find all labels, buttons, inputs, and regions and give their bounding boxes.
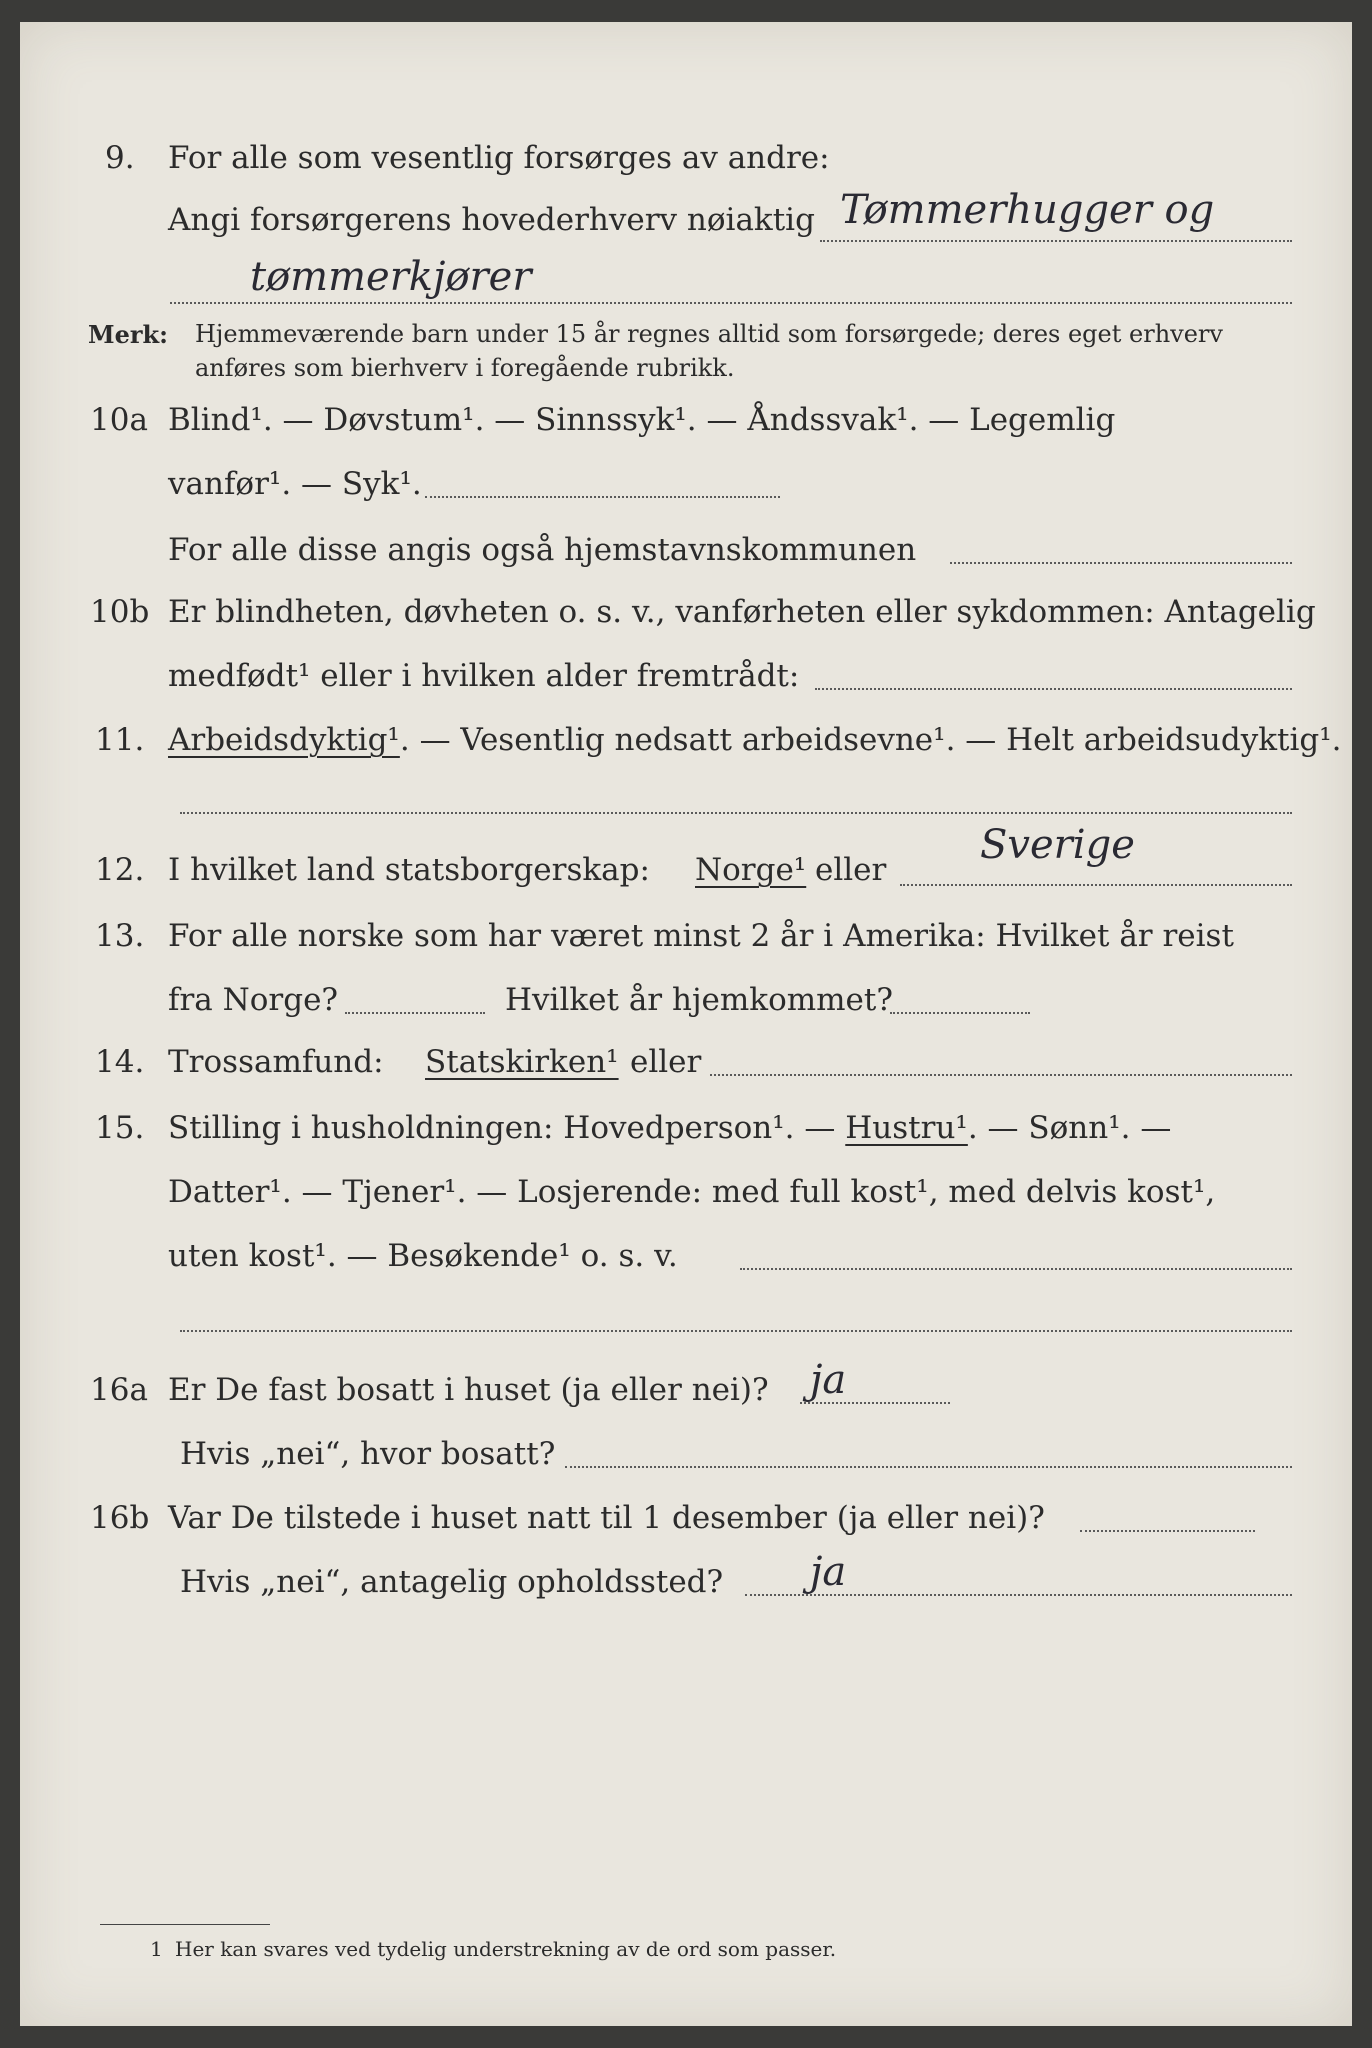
q12-number: 12.: [95, 852, 145, 888]
q16b-number: 16b: [90, 1500, 150, 1536]
merk-line2: anføres som bierhverv i foregående rubrikk.: [195, 354, 735, 382]
q9-answer-line-2: [170, 302, 1292, 304]
q12-suffix: eller: [815, 852, 887, 888]
q16a-line2: Hvis „nei“, hvor bosatt?: [180, 1436, 556, 1472]
q15-number: 15.: [95, 1110, 145, 1146]
q9-line2: Angi forsørgerens hovederhverv nøiaktig: [168, 202, 815, 238]
q16a-line1: Er De fast bosatt i huset (ja eller nei)?: [168, 1372, 769, 1408]
q14-option-statskirken: Statskirken¹: [425, 1044, 619, 1080]
q16b-line2: Hvis „nei“, antagelig opholdssted?: [180, 1564, 724, 1600]
q10b-line2: medfødt¹ eller i hvilken alder fremtrådt:: [168, 658, 800, 694]
q15-line3: uten kost¹. — Besøkende¹ o. s. v.: [168, 1238, 678, 1274]
q9-line1: For alle som vesentlig forsørges av andre:: [168, 140, 830, 176]
q13-hjemkommet-line: [890, 1012, 1030, 1014]
q15-option-hustru: Hustru¹: [845, 1110, 968, 1146]
q12-option-norge: Norge¹: [695, 852, 807, 888]
q16b-answer-line: [1080, 1530, 1255, 1532]
q10a-answer-line-2: [950, 562, 1292, 564]
q14-prefix: Trossamfund:: [168, 1044, 384, 1080]
q10b-number: 10b: [90, 594, 150, 630]
q9-answer-line: [820, 240, 1292, 242]
q10a-line3: For alle disse angis også hjemstavnskommunen: [168, 532, 917, 568]
q16b-line1: Var De tilstede i huset natt til 1 desember (ja eller nei)?: [168, 1500, 1045, 1536]
q13-line2b: Hvilket år hjemkommet?: [505, 982, 893, 1018]
q15-line2: Datter¹. — Tjener¹. — Losjerende: med full kost¹, med delvis kost¹,: [168, 1174, 1216, 1210]
footnote-text: Her kan svares ved tydelig understrekning av de ord som passer.: [175, 1937, 837, 1961]
q10a-line1: Blind¹. — Døvstum¹. — Sinnssyk¹. — Åndssvak¹. — Legemlig: [168, 402, 1116, 438]
q14-suffix: eller: [630, 1044, 702, 1080]
q15-answer-line: [740, 1268, 1292, 1270]
q11-option-arbeidsdyktig: Arbeidsdyktig¹: [168, 722, 400, 758]
q16a-number: 16a: [90, 1372, 148, 1408]
q11-number: 11.: [95, 722, 145, 758]
q14-answer-line: [710, 1074, 1292, 1076]
q16b-handwritten-answer: ja: [810, 1549, 847, 1595]
q14-number: 14.: [95, 1044, 145, 1080]
merk-line1: Hjemmeværende barn under 15 år regnes alltid som forsørgede; deres eget erhverv: [195, 320, 1223, 348]
q9-number: 9.: [105, 140, 135, 176]
q15-line1a: Stilling i husholdningen: Hovedperson¹. —: [168, 1110, 836, 1146]
q10b-answer-line: [815, 688, 1292, 690]
q16a-bosatt-line: [565, 1466, 1292, 1468]
q12-handwritten-answer: Sverige: [980, 822, 1135, 868]
q15-answer-line-2: [180, 1330, 1292, 1332]
q12-answer-line: [900, 884, 1292, 886]
q11-line: [168, 722, 1342, 758]
q16a-handwritten-answer: ja: [810, 1357, 847, 1403]
merk-label: Merk:: [88, 320, 168, 349]
q13-line1: For alle norske som har været minst 2 år i Amerika: Hvilket år reist: [168, 918, 1234, 954]
q13-reist-line: [345, 1012, 485, 1014]
q11-answer-line: [180, 812, 1292, 814]
q13-number: 13.: [95, 918, 145, 954]
q9-handwritten-answer-b: tømmerkjører: [250, 254, 532, 300]
q10a-number: 10a: [90, 402, 148, 438]
q11-rest: . — Vesentlig nedsatt arbeidsevne¹. — Helt arbeidsudyktig¹.: [399, 722, 1342, 758]
q12-prefix: I hvilket land statsborgerskap:: [168, 852, 650, 888]
q10b-line1: Er blindheten, døvheten o. s. v., vanførheten eller sykdommen: Antagelig: [168, 594, 1316, 630]
footnote-mark: 1: [150, 1937, 163, 1961]
footnote-rule: [100, 1924, 270, 1925]
q10a-answer-line: [425, 496, 780, 498]
q13-line2a: fra Norge?: [168, 982, 339, 1018]
q15-line1: [168, 1110, 1171, 1146]
q10a-line2: vanfør¹. — Syk¹.: [168, 466, 422, 502]
q9-handwritten-answer-a: Tømmerhugger og: [840, 187, 1215, 233]
q15-line1c: . — Sønn¹. —: [967, 1110, 1172, 1146]
census-form-page: [20, 22, 1352, 2026]
